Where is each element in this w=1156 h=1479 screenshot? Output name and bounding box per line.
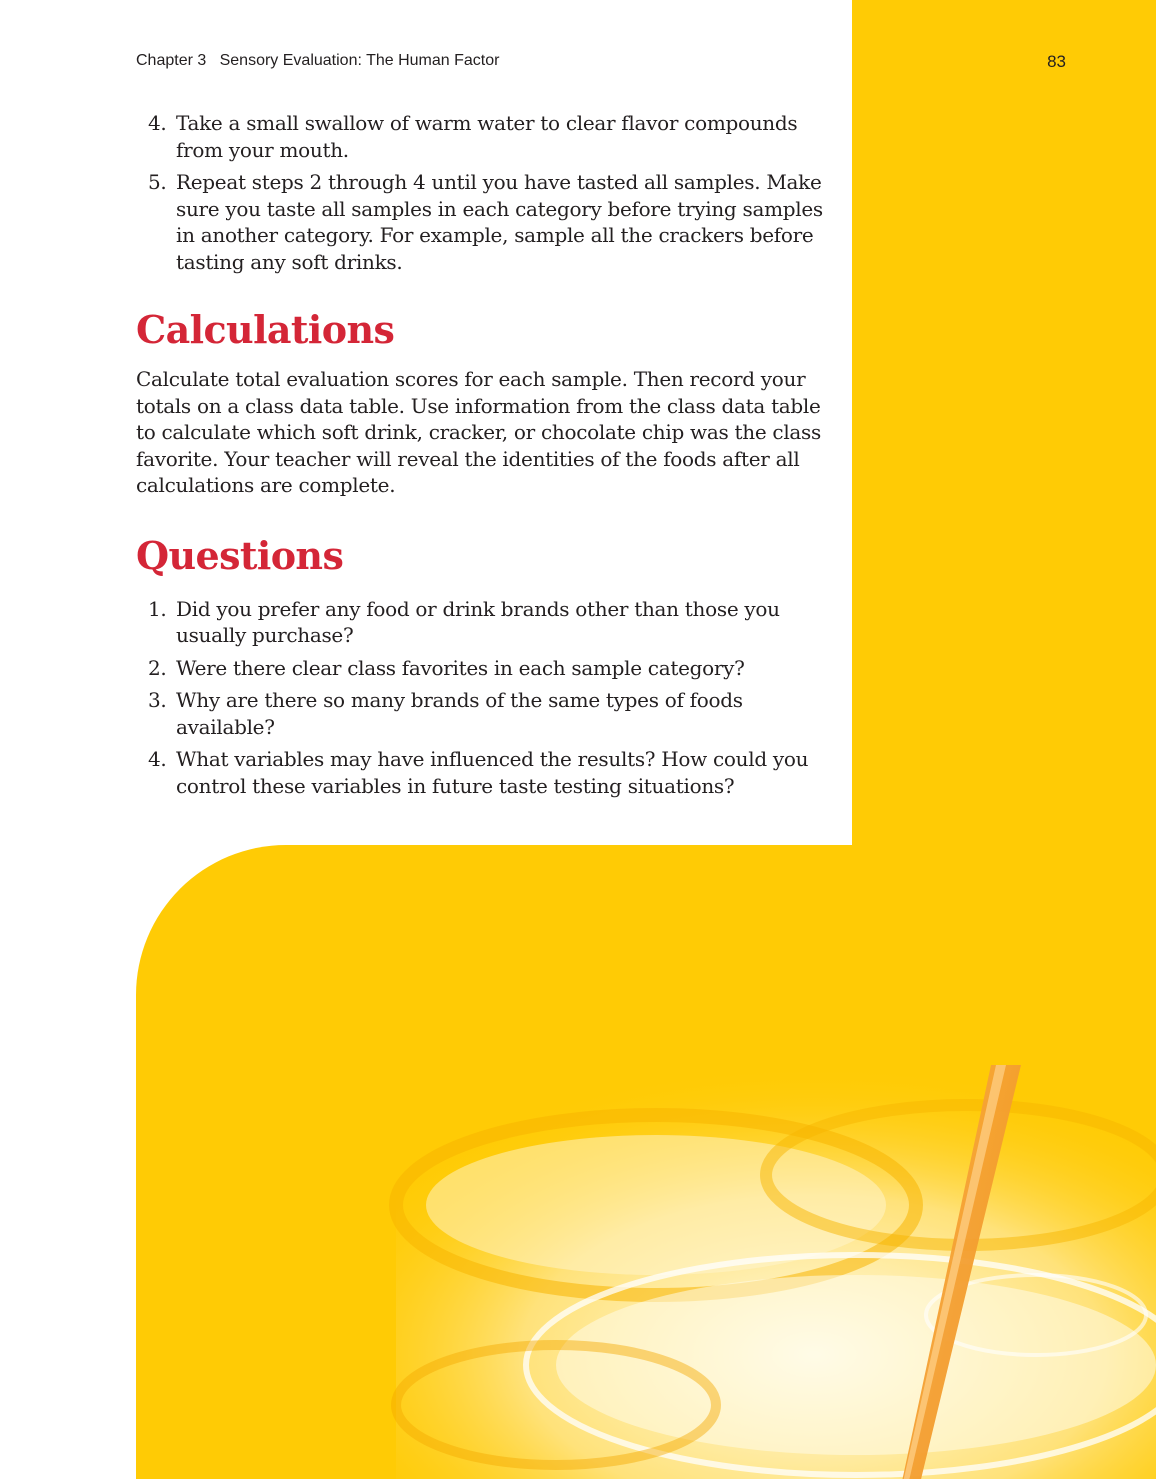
petri-dish-pipette-photo	[136, 845, 1156, 1479]
procedure-step	[136, 169, 826, 275]
page-content	[136, 110, 826, 805]
chapter-title: Sensory Evaluation: The Human Factor	[219, 52, 500, 69]
procedure-steps	[136, 110, 826, 275]
question-item	[136, 596, 826, 649]
chapter-label	[136, 52, 499, 70]
page-side-band	[852, 0, 1156, 900]
question-text: Why are there so many brands of the same types of foods available?	[176, 688, 743, 739]
question-number: 4.	[148, 747, 167, 771]
calculations-heading: Calculations	[136, 307, 395, 352]
question-item	[136, 746, 826, 799]
step-number: 5.	[148, 170, 167, 194]
questions-list	[136, 596, 826, 800]
step-text: Take a small swallow of warm water to clear flavor compounds from your mouth.	[176, 111, 798, 162]
questions-heading: Questions	[136, 532, 344, 578]
page-number: 83	[1047, 52, 1066, 71]
question-number: 1.	[148, 596, 167, 621]
calculations-paragraph: Calculate total evaluation scores for each sample. Then record your totals on a class data table. Use information from the class data table to calculate which soft drink, cracker, or chocolate chip was the class favorite. Your teacher will reveal the identities of the foods after all calculations are complete.	[136, 367, 821, 497]
step-text: Repeat steps 2 through 4 until you have tasted all samples. Make sure you taste all samples in each category before trying samples in another category. For example, sample all the crackers before tasting any soft drinks.	[176, 170, 823, 274]
step-number: 4.	[148, 111, 167, 135]
decorative-photo-panel	[136, 845, 1156, 1479]
question-text: What variables may have influenced the results? How could you control these variables in future taste testing situations?	[176, 747, 809, 798]
question-text: Did you prefer any food or drink brands other than those you usually purchase?	[176, 596, 780, 647]
question-text: Were there clear class favorites in each sample category?	[176, 655, 745, 680]
question-number: 2.	[148, 655, 167, 680]
question-item	[136, 655, 826, 682]
question-item	[136, 687, 826, 740]
question-number: 3.	[148, 688, 167, 712]
procedure-step	[136, 110, 826, 163]
chapter-number: Chapter 3	[136, 52, 207, 69]
